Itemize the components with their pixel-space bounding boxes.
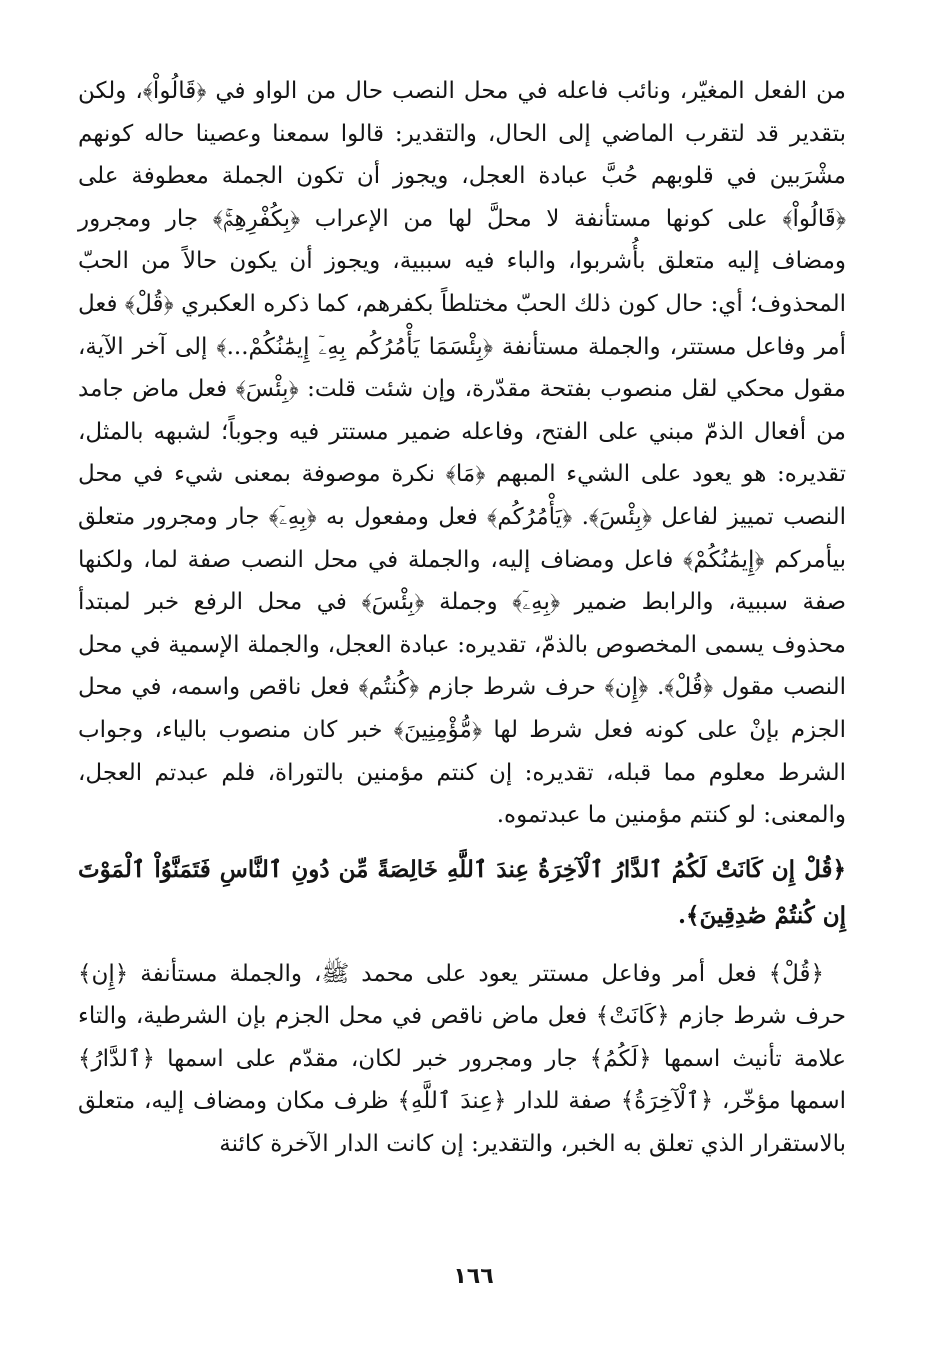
- page-number: ١٦٦: [453, 1264, 494, 1289]
- quran-verse: ﴿قُلْ إِن كَانَتْ لَكُمُ ٱلدَّارُ ٱلْآخِرَةُ عِندَ ٱللَّهِ خَالِصَةً مِّن دُونِ ٱلنَّاسِ فَتَمَنَّوُاْ ٱلْمَوْتَ إِن كُنتُمْ صَٰدِقِينَ﴾.: [78, 855, 846, 929]
- commentary-paragraph: من الفعل المغيّر، ونائب فاعله في محل النصب حال من الواو في ﴿قَالُواْ﴾، ولكن بتقدير قد لتقرب الماضي إلى الحال، والتقدير: قالوا سمعنا وعصينا حاله كونهم مشْرَبين في قلوبهم حُبَّ عبادة العجل، ويجوز أن تكون الجملة معطوفة على ﴿قَالُواْ﴾ على كونها مستأنفة لا محلَّ لها من الإعراب ﴿بِكُفْرِهِمْۚ﴾ جار ومجرور ومضاف إليه متعلق بأُشربوا، والباء فيه سببية، ويجوز أن يكون حالاً من الحبّ المحذوف؛ أي: حال كون ذلك الحبّ مختلطاً بكفرهم، كما ذكره العكبري ﴿قُلْ﴾ فعل أمر وفاعل مستتر، والجملة مستأنفة ﴿بِئْسَمَا يَأْمُرُكُم بِهِۦٓ إِيمَٰنُكُمْ...﴾ إلى آخر الآية، مقول محكي لقل منصوب بفتحة مقدّرة، وإن شئت قلت: ﴿بِئْسَ﴾ فعل ماض جامد من أفعال الذمّ مبني على الفتح، وفاعله ضمير مستتر فيه وجوباً؛ لشبهه بالمثل، تقديره: هو يعود على الشيء المبهم ﴿مَا﴾ نكرة موصوفة بمعنى شيء في محل النصب تمييز لفاعل ﴿بِئْسَ﴾. ﴿يَأْمُرُكُم﴾ فعل ومفعول به ﴿بِهِۦٓ﴾ جار ومجرور متعلق بيأمركم ﴿إِيمَٰنُكُمْ﴾ فاعل ومضاف إليه، والجملة في محل النصب صفة لما، ولكنها صفة سببية، والرابط ضمير ﴿بِهِۦٓ﴾ وجملة ﴿بِئْسَ﴾ في محل الرفع خبر لمبتدأ محذوف يسمى المخصوص بالذمّ، تقديره: عبادة العجل، والجملة الإسمية في محل النصب مقول ﴿قُلْ﴾. ﴿إِن﴾ حرف شرط جازم ﴿كُنتُم﴾ فعل ناقص واسمه، في محل الجزم بإنْ على كونه فعل شرط لها ﴿مُّؤْمِنِينَ﴾ خبر كان منصوب بالياء، وجواب الشرط معلوم مما قبله، تقديره: إن كنتم مؤمنين بالتوراة، فلم عبدتم العجل، والمعنى: لو كنتم مؤمنين ما عبدتموه.: [78, 78, 846, 829]
- page-body: [78, 70, 846, 1166]
- commentary-paragraph-continued: ﴿قُلْ﴾ فعل أمر وفاعل مستتر يعود على محمد ﷺ، والجملة مستأنفة ﴿إِن﴾ حرف شرط جازم ﴿كَانَتْ﴾ فعل ماض ناقص في محل الجزم بإن الشرطية، والتاء علامة تأنيث اسمها ﴿لَكُمُ﴾ جار ومجرور خبر لكان، مقدّم على اسمها ﴿ٱلدَّارُ﴾ اسمها مؤخّر، ﴿ٱلْآخِرَةُ﴾ صفة للدار ﴿عِندَ ٱللَّهِ﴾ ظرف مكان ومضاف إليه، متعلق بالاستقرار الذي تعلق به الخبر، والتقدير: إن كانت الدار الآخرة كائنة: [78, 960, 846, 1158]
